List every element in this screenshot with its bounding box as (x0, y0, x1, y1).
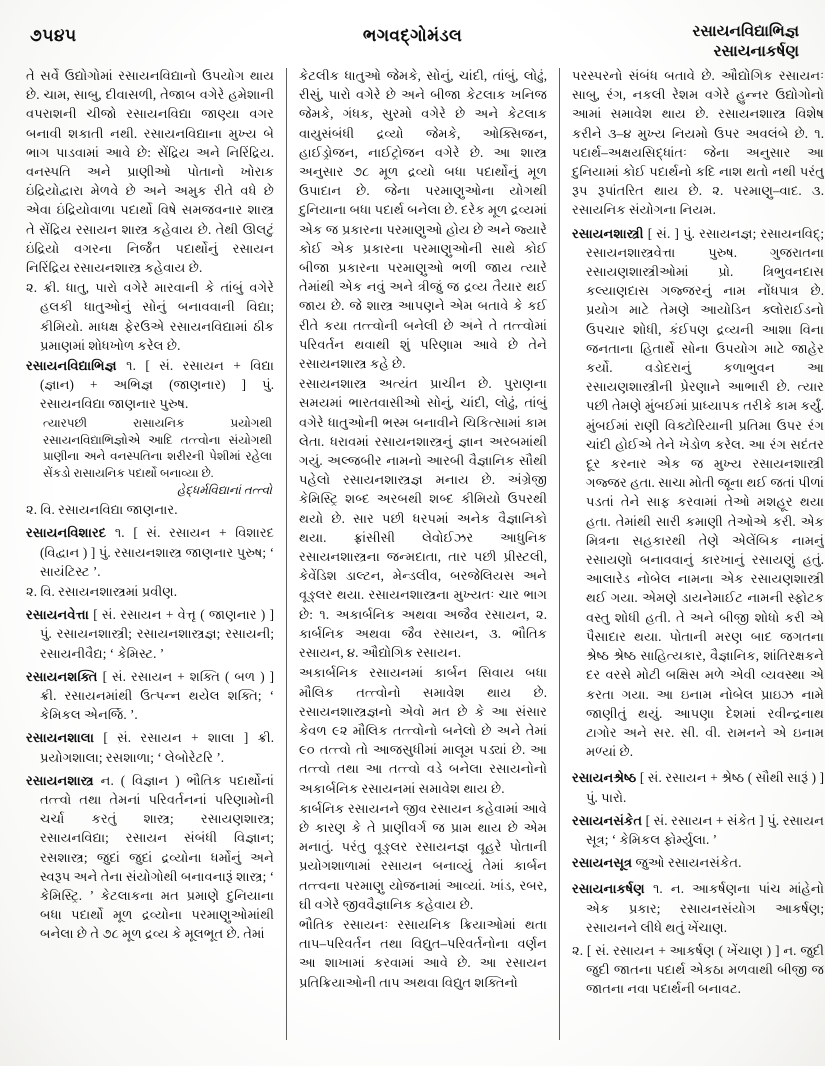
dictionary-entry[interactable] (26, 605, 274, 663)
continued-paragraph: તે સર્વે ઉદ્યોગોમાં રસાયનવિદ્યાનો ઉપયોગ થાય છે. ચામ, સાબુ, દીવાસળી, તેજાબ વગેરે હમેશાની વપરાશની ચીજો રસાયનવિદ્યા જાણ્યા વગર બનાવી શકાતી નથી. રસાયનવિદ્યાના મુખ્ય બે ભાગ પાડવામાં આવે છે: સેંદ્રિય અને નિરિંદ્રિય. વનસ્પતિ અને પ્રાણીઓ પોતાનો ખોરાક ઇંદ્રિયોદ્વારા મેળવે છે અને અમુક રીતે વધે છે એવા ઇંદ્રિયોવાળા પદાર્થો વિષે સમજવનાર શાસ્ત્ર તે સેંદ્રિય રસાયન શાસ્ત્ર કહેવાય છે. તેથી ઊલટું ઇંદ્રિયો વગરના નિર્જંત પદાર્થોનું રસાયન નિરિંદ્રિય રસાયનશાસ્ત્ર કહેવાય છે. (26, 68, 274, 276)
entry-pos: પું. (98, 544, 111, 560)
dictionary-entry[interactable] (572, 224, 824, 762)
quote-text: ત્યારપછી રાસાયનિક પ્રયોગથી રસાયનવિદ્યાભિજ્ઞોએ આદિ તત્ત્વોના સંયોગથી પ્રાણીના અને વનસ્પતિના શરીરની પેશીમાં રહેલા સેંકડો રાસાયનિક પદાર્થો બનાવ્યા છે. (43, 415, 272, 481)
entry-pos: ન. (670, 881, 685, 897)
entry-etymology: [ સં. રસાયન + શક્તિ ( બળ ) ] (102, 668, 275, 684)
quote-source: હેદ્ધર્મવિદ્યાનાં તત્ત્વો (176, 483, 272, 498)
entry-field-label: ( વિજ્ઞાન ) (120, 772, 180, 788)
entry-pos: ન. (100, 772, 114, 788)
entry-pos: પું. (40, 626, 52, 642)
book-title: ભગવદ્ગોમંડલ (362, 26, 463, 45)
body-paragraph: કેટલીક ધાતુઓ જેમકે, સોનું, ચાંદી, તાંબું, લોઢું, રીસું, પારો વગેરે છે અને બીજા કેટલાક ખનિજ જેમકે, ગંધક, સુરમો વગેરે છે અને કેટલાક વાયુસંબંધી દ્રવ્યો જેમકે, ઓક્સિજન, હાઈડ્રોજન, નાઈટ્રોજન વગેરે છે. આ શાસ્ત્ર અનુસાર ૭૮ મૂળ દ્રવ્યો બધા પદાર્થોનું મૂળ ઉપાદાન છે. જેના પરમાણુઓના યોગથી દુનિયાના બધા પદાર્થ બનેલા છે. દરેક મૂળ દ્રવ્યમાં એક જ પ્રકારના પરમાણુઓ હોય છે અને જ્યારે કોઈ એક પ્રકારના પરમાણુઓની સાથે કોઈ બીજા પ્રકારના પરમાણુઓ ભળી જાય ત્યારે તેમાંથી એક નવું અને ત્રીજું જ દ્રવ્ય તૈયાર થઈ જાય છે. જે શાસ્ત્ર આપણને એમ બતાવે કે કઈ રીતે કયા તત્ત્વોની બનેલી છે અને તે તત્ત્વોમાં પરિવર્તન થવાથી શું પરિણામ આવે છે તેને રસાયનશાસ્ત્ર કહે છે. (299, 68, 547, 372)
running-head-line1: રસાયનવિદ્યાભિજ્ઞ (692, 23, 799, 40)
entry-sense-2 (572, 941, 824, 999)
running-head-line2: રસાયનાકર્ષણ (713, 43, 799, 61)
sense-2: ૨. ક્રી. ધાતુ, પારો વગેરે મારવાની કે તાંબું વગેરે હલકી ધાતુઓનું સોનું બનાવવાની વિદ્યા; કીમિયો. માધક્ષ ફેરઉએ રસાયનવિદ્યામાં ઠીક પ્રમાણમાં શોધખોળ કરેલ છે. (26, 280, 274, 353)
dictionary-entry[interactable] (26, 523, 274, 581)
entry-headword: રસાયનવેત્તા (26, 607, 89, 623)
entry-sense-2-etymology: ૨. [ સં. રસાયન + આકર્ષણ ( ખેંચાણ ) ] (572, 942, 780, 958)
column-2 (287, 66, 559, 1050)
entry-sense-2-definition: જુદી જુદી જાતના પદાર્થ એકઠા મળવાથી બીજી જ જાતના નવા પદાર્થની બનાવટ. (586, 942, 824, 997)
entry-headword: રસાયનશ્રેષ્ઠ (572, 770, 637, 786)
entry-etymology: [ સં. રસાયન + સંકેત ] (645, 812, 764, 828)
dictionary-entry[interactable] (572, 811, 824, 849)
body-paragraph: પરસ્પરનો સંબંધ બતાવે છે. ઔદ્યોગિક રસાયનઃ સાબુ, રંગ, નકલી રેશમ વગેરે હુન્નર ઉદ્યોગોનો આમાં સમાવેશ થાય છે. રસાયનશાસ્ત્ર વિશેષ કરીને ૩–૪ મુખ્ય નિયમો ઉપર અવલંબે છે. ૧. પદાર્થ–અક્ષયસિદ્ધાંતઃ જેના અનુસાર આ દુનિયામાં કોઈ પદાર્થનો કદિ નાશ થતો નથી પરંતુ રૂપ રૂપાંતરિત થાય છે. ૨. પરમાણુ–વાદ. ૩. રસાયનિક સંયોગના નિયમ. (572, 68, 824, 218)
dictionary-entry[interactable] (572, 879, 824, 937)
entry-etymology: [ સં. રસાયન + વિદ્યા (જ્ઞાન) + અભિજ્ઞ (જાણનાર) ] (40, 358, 275, 393)
body-paragraph: રસાયનશાસ્ત્ર અત્યંત પ્રાચીન છે. પુરાણના સમયમાં ભારતવાસીઓ સોનું, ચાંદી, લોઢું, તાંબું વગેરે ધાતુઓની ભસ્મ બનાવીને ચિકિત્સામાં કામ લેતા. ધરાવમાં રસાયનશાસ્ત્રનું જ્ઞાન અરબમાંથી ગયું. અલ્જબીર નામનો આરબી વૈજ્ઞાનિક સૌથી પહેલો રસાયનશાસ્ત્રજ્ઞ મનાય છે. અંગ્રેજી કેમિસ્ટ્રિ શબ્દ અરબથી શબ્દ કીમિયો ઉપરથી થયો છે. સાર પછી ધરપમાં અનેક વૈજ્ઞાનિકો થયા. ફ્રાંસીસી લેવોઈઝર આધુનિક રસાયનશાસ્ત્રના જન્મદાતા, તાર પછી પ્રીસ્ટલી, કેવેંડિશ ડાલ્ટન, મેન્ડલીવ, બરજેલિયસ અને વૂઙ્લર થયા. રસાયનશાસ્ત્રના મુખ્યતઃ ચાર ભાગ છે: ૧. અકાર્બનિક અથવા અજૈવ રસાયન, ૨. કાર્બનિક અથવા જૈવ રસાયન, ૩. ભૌતિક રસાયન, ૪. ઔદ્યોગિક રસાયન. (299, 376, 547, 661)
body-paragraph: કાર્બનિક રસાયનને જીવ રસાયન કહેવામાં આવે છે કારણ કે તે પ્રાણીવર્ગ જ પ્રામ થાય છે એમ મનાતું. પરંતુ વૂઙ્લર રસાયનજ્ઞ વૂહરે પોતાની પ્રયોગશાળામાં રસાયન બનાવ્યું તેમાં કાર્બન તત્ત્વના પરમાણુ યોજનામાં આવ્યાં. ખાંડ, રબર, ઘી વગેરે જીવવૈજ્ઞાનિક કહેવાય છે. (299, 800, 547, 912)
entry-definition: આકર્ષણના પાંચ માંહેનો એક પ્રકાર; રસાયનસંયોગ આકર્ષણ; રસાયનને લીધે થતું ખેંચાણ. (586, 881, 824, 935)
entry-sense-number: ૧. (126, 358, 136, 374)
entry-headword: રસાયનશાસ્ત્રી (572, 225, 644, 241)
entry-headword: રસાયનશાસ્ત્ર (26, 772, 94, 788)
dictionary-entry[interactable] (26, 728, 274, 766)
dictionary-entry[interactable] (26, 356, 274, 414)
entry-headword: રસાયનવિશારદ (26, 525, 107, 541)
entry-sense-2: ૨. વિ. રસાયનવિદ્યા જાણનાર. (26, 502, 178, 518)
entry-sense-number: ૧. (652, 881, 663, 897)
column-1 (26, 66, 286, 1050)
column-3 (560, 66, 824, 1050)
entry-sense-2-pos: ન. (783, 942, 797, 958)
entry-pos: ક્રી. (257, 730, 275, 746)
dictionary-entry[interactable] (572, 768, 824, 806)
body-paragraph: ભૌતિક રસાયનઃ રસાયનિક ક્રિયાઓમાં થતા તાપ–પરિવર્તન તથા વિદ્યુત–પરિવર્તનોના વર્ણન આ શાખામાં કરવામાં આવે છે. આ રસાયન પ્રતિક્રિયાઓની તાપ અથવા વિદ્યુત શક્તિનો (299, 916, 547, 990)
entry-definition: પ્રયોગશાલા; રસશાળા; ‘ લેબોરેટરિ ’. (40, 749, 225, 765)
entry-pos: પું. (683, 225, 695, 241)
entry-definition: રસાયન સૂત્ર; ‘ કેમિકલ ફોર્મ્યુલા. ’ (586, 812, 824, 847)
entry-headword: રસાયનશાલા (26, 730, 94, 746)
entry-sense-number: ૧. (114, 525, 125, 541)
entry-definition: રસાયનજ્ઞ; રસાયનવિદ્; રસાયનશાસ્ત્રવેત્તા પુરુષ. ગુજરાતના રસાયણશાસ્ત્રીઓમાં પ્રો. ત્રિભુવનદાસ કલ્યાણદાસ ગજ્જરનું નામ નોંધપાત્ર છે. પ્રયોગ માટે તેમણે આયોડિન ક્લોરાઈડનો ઉપચાર શોધી, કંઈપણ દ્રવ્યની આશા વિના જનતાના હિતાર્થે સોના ઉપયોગ માટે જાહેર કર્યો. વડોદરાનું કળાભુવન આ રસાયણશાસ્ત્રીની પ્રેરણાને આભારી છે. ત્યાર પછી તેમણે મુંબઈમાં પ્રાધ્યાપક તરીકે કામ કર્યું. મુંબઈમાં રાણી વિક્ટોરિયાની પ્રતિમા ઉપર રંગ ચાંદી હોઈએ તેને ખેડોળ કરેલ. આ રંગ સદંતર દૂર કરનાર એક જ મુખ્ય રસાયનશાસ્ત્રી ગજ્જર હતા. સાચા મોતી જૂના થઈ જતાં પીળાં પડતાં તેને સાફ કરવામાં તેઓ મશહૂર થયા હતા. તેમાંથી સારી કમાણી તેઓએ કરી. એક મિત્રના સહકારથી તેણે એલેંબિક નામનું રસાયણો બનાવવાનું કારખાનું રસાયણું હતું. આલારેડ નોબેલ નામના એક રસાયણશાસ્ત્રી થઈ ગયા. એમણે ડાયનેમાઈટ નામની સ્ફોટક વસ્તુ શોધી હતી. તે અને બીજી શોધો કરી એ પૈસાદાર થયા. પોતાની મરણ બાદ જગતના શ્રેષ્ઠ શ્રેષ્ઠ સાહિત્યકાર, વૈજ્ઞાનિક, શાંતિરક્ષકને દર વરસે મોટી બક્ષિસ મળે એવી વ્યવસ્થા એ કરતા ગયા. આ ઇનામ નોબેલ પ્રાઇઝ નામે જાણીતું થયું. આપણા દેશમાં રવીન્દ્રનાથ ટાગોર અને સર. સી. વી. રામનને એ ઇનામ મળ્યાં છે. (586, 225, 824, 760)
entry-definition: જુઓ રસાયનસંકેત. (635, 855, 742, 871)
entry-etymology: [ સં. રસાયન + શ્રેષ્ઠ ( સૌથી સારૂં ) ] (639, 770, 824, 786)
entry-sense-2: ૨. વિ. રસાયનશાસ્ત્રમાં પ્રવીણ. (26, 584, 178, 599)
entry-definition: પારો. (601, 789, 627, 805)
entry-definition: રસાયનમાંથી ઉત્પન્ન થયેલ શક્તિ; ‘ કેમિકલ એનર્જિ. ’. (40, 688, 274, 723)
entry-headword: રસાયનાકર્ષણ (572, 881, 645, 897)
entry-etymology: [ સં. રસાયન + વિશારદ (વિદ્વાન ) ] (40, 525, 275, 560)
entry-pos: પું. (262, 377, 275, 393)
entry-headword: રસાયનવિદ્યાભિજ્ઞ (26, 358, 117, 374)
dictionary-entry[interactable] (26, 771, 274, 944)
entry-headword: રસાયનસંકેત (572, 812, 643, 828)
entry-pos: ક્રી. (40, 688, 57, 704)
entry-definition: રસાયનશાસ્ત્રી; રસાયનશાસ્ત્રજ્ઞ; રસાયની; રસાયનીવૈદ્ય; ‘ કેમિસ્ટ. ’ (40, 626, 275, 661)
dictionary-entry[interactable] (26, 667, 274, 725)
running-head (692, 22, 799, 63)
entry-quote (26, 415, 274, 500)
entry-etymology: [ સં. ] (647, 225, 679, 241)
body-paragraph: અકાર્બનિક રસાયનમાં કાર્બન સિવાય બધા મૌલિક તત્ત્વોનો સમાવેશ થાય છે. રસાયનશાસ્ત્રજ્ઞનો એવો મત છે કે આ સંસાર કેવળ ૯૨ મૌલિક તત્ત્વોનો બનેલો છે અને તેમાં ૯૦ તત્ત્વો તો આજસુધીમાં માલૂમ પડ્યાં છે. આ તત્ત્વો તથા આ તત્ત્વો વડે બનેલા રસાયનોનો અકાર્બનિક રસાયનમાં સમાવેશ થાય છે. (299, 665, 547, 796)
entry-pos: પું. (586, 789, 598, 805)
entry-pos: પું. (767, 812, 780, 828)
entry-etymology: [ સં. રસાયન + વેત્તૃ ( જાણનાર ) ] (93, 607, 274, 623)
page-number: ૭૫૪૫ (30, 26, 77, 45)
entry-headword: રસાયનસૂત્ર (572, 855, 633, 871)
entry-definition: ભૌતિક પદાર્થોનાં તત્ત્વો તથા તેમનાં પરિવર્તનનાં પરિણામોની ચર્ચા કરતું શાસ્ત્ર; રસાયણશાસ્ત્ર; રસાયનવિદ્યા; રસાયન સંબંધી વિજ્ઞાન; રસશાસ્ત્ર; જુદાં જુદાં દ્રવ્યોના ધર્મોનું અને સ્વરૂપ અને તેના સંયોગોથી બનાવનારૂં શાસ્ત્ર; ‘ કેમિસ્ટ્રિ. ’ કેટલાકના મત પ્રમાણે દુનિયાના બધા પદાર્થો મૂળ દ્રવ્યોના પરમાણુઓમાંથી બનેલા છે તે ૭૮ મૂળ દ્રવ્ય કે મૂલભૂત છે. તેમાં (40, 772, 274, 942)
dictionary-entry[interactable] (572, 853, 824, 872)
column-container (26, 66, 824, 1050)
entry-definition: રસાયનશાસ્ત્ર જાણનાર પુરુષ; ‘ સાયંટિસ્ટ ’. (40, 544, 274, 579)
entry-etymology: [ સં. રસાયન + શાલા ] (103, 730, 249, 746)
entry-definition: રસાયનવિદ્યા જાણનાર પુરુષ. (40, 396, 189, 412)
entry-headword: રસાયનશક્તિ (26, 668, 98, 684)
page-header (0, 22, 825, 68)
